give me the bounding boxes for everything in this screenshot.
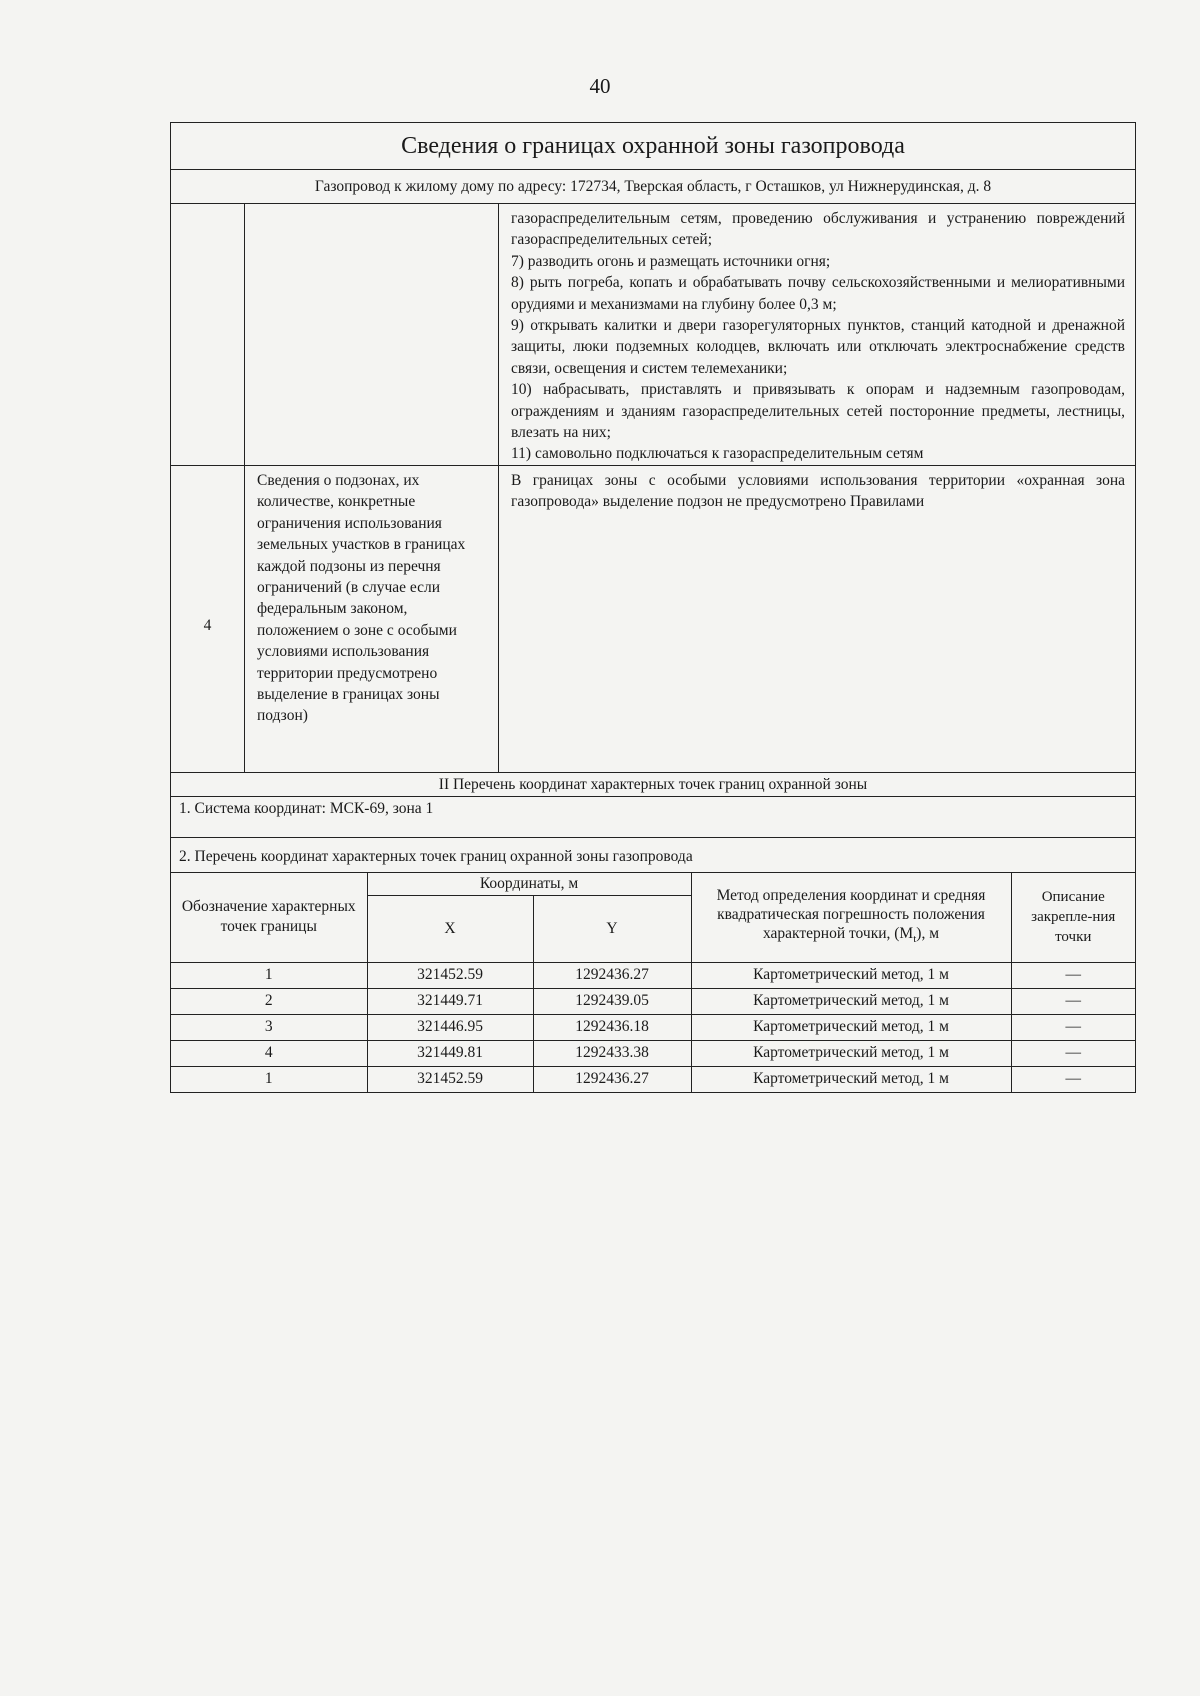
restrictions-row: [171, 204, 1135, 466]
point-cell: 3: [171, 1014, 367, 1040]
method-header: [691, 873, 1011, 963]
coordinate-list-title: 2. Перечень координат характерных точек границ охранной зоны газопровода: [171, 838, 1135, 873]
method-cell: Картометрический метод, 1 м: [691, 988, 1011, 1014]
y-cell: 1292436.27: [533, 962, 691, 988]
y-cell: 1292436.18: [533, 1014, 691, 1040]
restriction-item: 7) разводить огонь и размещать источники огня;: [511, 252, 831, 270]
restriction-item: газораспределительным сетям, проведению обслуживания и устранению повреждений газораспределительных сетей;: [511, 210, 1125, 249]
gas-pipeline-address: Газопровод к жилому дому по адресу: 172734, Тверская область, г Осташков, ул Нижнерудинская, д. 8: [171, 170, 1135, 204]
x-cell: 321449.71: [367, 988, 533, 1014]
page-number: 40: [589, 74, 611, 98]
y-cell: 1292436.27: [533, 1066, 691, 1092]
description-cell: —: [1011, 1040, 1135, 1066]
table-row: [171, 1014, 1135, 1040]
table-row: [171, 962, 1135, 988]
description-cell: —: [1011, 1014, 1135, 1040]
restrictions-cell: [499, 204, 1135, 465]
coordinates-header: Координаты, м: [367, 873, 691, 896]
designation-header: Обозначение характерных точек границы: [171, 873, 367, 963]
x-cell: 321446.95: [367, 1014, 533, 1040]
x-cell: 321452.59: [367, 962, 533, 988]
point-cell: 2: [171, 988, 367, 1014]
method-cell: Картометрический метод, 1 м: [691, 962, 1011, 988]
x-cell: 321452.59: [367, 1066, 533, 1092]
method-header-text: Метод определения координат и средняя квадратическая погрешность положения характерной точки, (M: [716, 886, 986, 942]
row-number: 4: [171, 466, 245, 772]
method-header-unit: ), м: [916, 924, 940, 942]
coordinate-system: 1. Система координат: МСК-69, зона 1: [171, 797, 1135, 838]
x-header: X: [367, 895, 533, 962]
restriction-item: 8) рыть погреба, копать и обрабатывать почву сельскохозяйственными и мелиоративными орудиями и механизмами на глубину более 0,3 м;: [511, 274, 1125, 313]
y-cell: 1292433.38: [533, 1040, 691, 1066]
row-label-cell: [245, 204, 499, 465]
description-header: Описание закрепле-ния точки: [1011, 873, 1135, 963]
x-cell: 321449.81: [367, 1040, 533, 1066]
point-cell: 4: [171, 1040, 367, 1066]
restriction-item: 10) набрасывать, приставлять и привязывать к опорам и надземным газопроводам, ограждениям и зданиям газораспределительных сетей посторонние предметы, лестницы, влезать на них;: [511, 381, 1125, 442]
point-cell: 1: [171, 962, 367, 988]
coordinates-table: [171, 873, 1135, 1092]
description-cell: —: [1011, 988, 1135, 1014]
table-row: [171, 988, 1135, 1014]
y-cell: 1292439.05: [533, 988, 691, 1014]
description-cell: —: [1011, 962, 1135, 988]
section-ii-title: II Перечень координат характерных точек границ охранной зоны: [171, 773, 1135, 797]
subzones-value: В границах зоны с особыми условиями использования территории «охранная зона газопровода» выделение подзон не предусмотрено Правилами: [511, 471, 1125, 511]
point-cell: 1: [171, 1066, 367, 1092]
y-header: Y: [533, 895, 691, 962]
document-title: Сведения о границах охранной зоны газопровода: [171, 123, 1135, 170]
subzones-row: [171, 466, 1135, 773]
method-cell: Картометрический метод, 1 м: [691, 1066, 1011, 1092]
subzones-label: Сведения о подзонах, их количестве, конкретные ограничения использования земельных участков в границах каждой подзоны из перечня ограничений (в случае если федеральным законом, положением о зоне с особыми условиями использования территории предусмотрено выделение в границах зоны подзон): [245, 466, 499, 772]
table-row: [171, 1066, 1135, 1092]
table-row: [171, 1040, 1135, 1066]
method-cell: Картометрический метод, 1 м: [691, 1040, 1011, 1066]
document-table: [170, 122, 1136, 1093]
row-number-cell: [171, 204, 245, 465]
restriction-item: 9) открывать калитки и двери газорегуляторных пунктов, станций катодной и дренажной защиты, люки подземных колодцев, включать или отключать электроснабжение средств связи, освещения и систем телемеханики;: [511, 317, 1125, 377]
description-cell: —: [1011, 1066, 1135, 1092]
restriction-item: 11) самовольно подключаться к газораспределительным сетям: [511, 445, 924, 463]
method-header-subscript: t: [913, 932, 917, 945]
method-cell: Картометрический метод, 1 м: [691, 1014, 1011, 1040]
